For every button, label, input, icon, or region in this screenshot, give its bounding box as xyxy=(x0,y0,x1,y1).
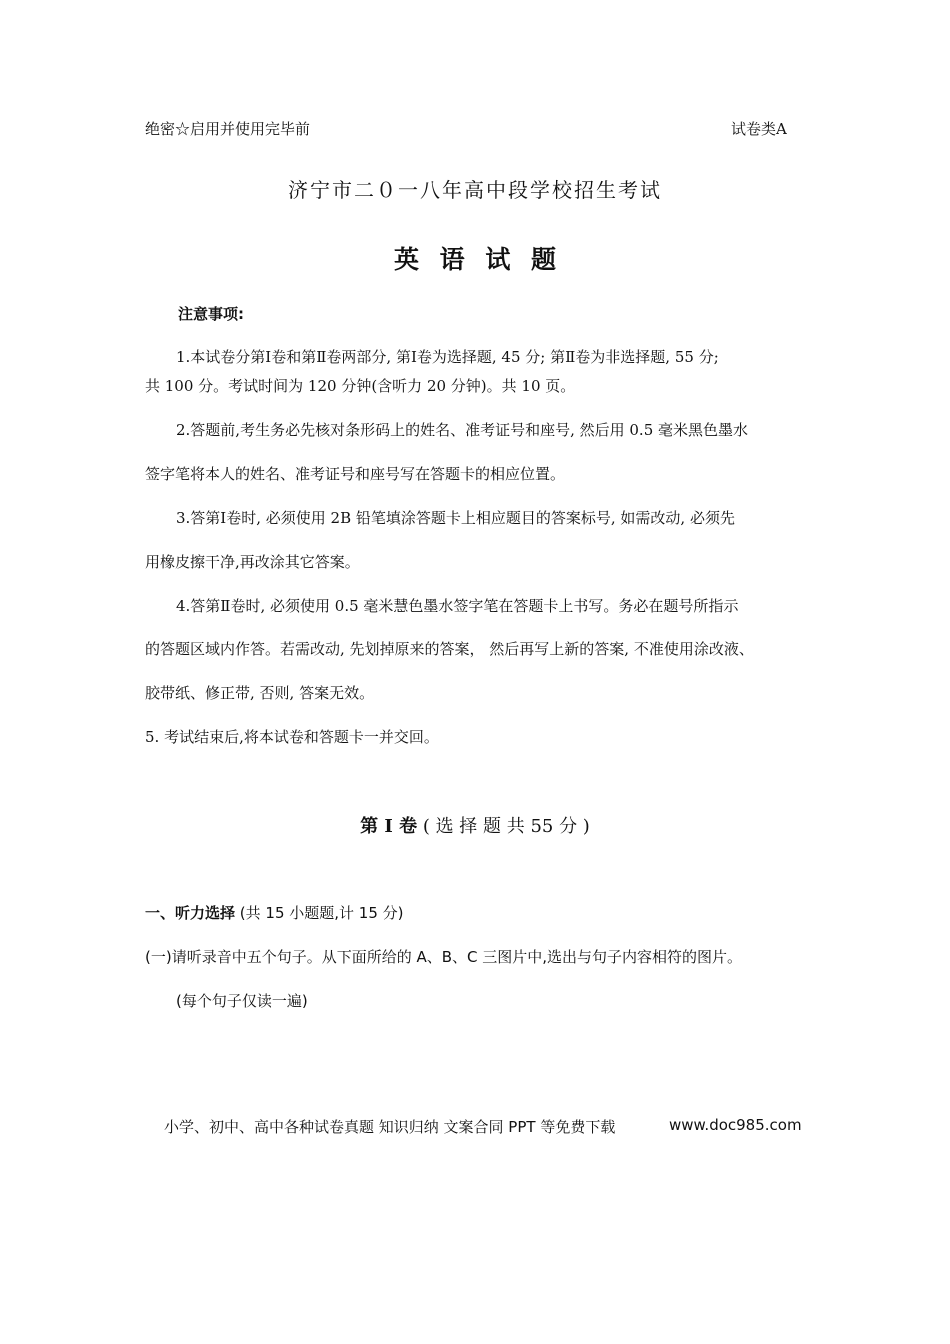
part1-title xyxy=(0,812,950,838)
notice-line: 4.答第Ⅱ卷时, 必须使用 0.5 毫米慧色墨水签字笔在答题卡上书写。务必在题号所指示 xyxy=(176,597,739,615)
notice-line: 用橡皮擦干净,再改涂其它答案。 xyxy=(145,553,360,571)
section1-note: (每个句子仅读一遍) xyxy=(176,992,308,1010)
part1-title-detail: ( 选 择 题 共 55 分 ) xyxy=(422,816,590,837)
footer-promo: 小学、初中、高中各种试卷真题 知识归纳 文案合同 PPT 等免费下载 xyxy=(164,1118,616,1136)
part1-title-main: 第 Ⅰ 卷 xyxy=(360,816,418,837)
notice-line: 共 100 分。考试时间为 120 分钟(含听力 20 分钟)。共 10 页。 xyxy=(145,377,576,395)
footer-site-link[interactable]: www.doc985.com xyxy=(669,1116,802,1134)
notice-line: 2.答题前,考生务必先核对条形码上的姓名、准考证号和座号, 然后用 0.5 毫米黑色墨水 xyxy=(176,421,749,439)
notice-line: 1.本试卷分第Ⅰ卷和第Ⅱ卷两部分, 第Ⅰ卷为选择题, 45 分; 第Ⅱ卷为非选择题, 55 分; xyxy=(176,348,719,366)
notice-heading: 注意事项: xyxy=(178,305,244,323)
section1-title-main: 一、听力选择 xyxy=(145,904,236,922)
notice-line: 胶带纸、修正带, 否则, 答案无效。 xyxy=(145,684,375,702)
section1-title-detail: (共 15 小题题,计 15 分) xyxy=(235,904,404,922)
exam-title: 济宁市二０一八年高中段学校招生考试 xyxy=(288,178,662,202)
notice-line: 5. 考试结束后,将本试卷和答题卡一并交回。 xyxy=(145,728,439,746)
section1-instruction: (一)请听录音中五个句子。从下面所给的 A、B、C 三图片中,选出与句子内容相符的图片。 xyxy=(145,948,743,966)
notice-line: 的答题区域内作答。若需改动, 先划掉原来的答案， 然后再写上新的答案, 不准使用涂改液、 xyxy=(145,640,754,658)
notice-line: 3.答第Ⅰ卷时, 必须使用 2B 铅笔填涂答题卡上相应题目的答案标号, 如需改动, 必须先 xyxy=(176,509,735,527)
paper-type-label: 试卷类A xyxy=(731,120,787,138)
notice-line: 签字笔将本人的姓名、准考证号和座号写在答题卡的相应位置。 xyxy=(145,465,566,483)
section1-title xyxy=(145,902,404,923)
confidential-label: 绝密☆启用并使用完毕前 xyxy=(145,120,311,138)
subject-title: 英 语 试 题 xyxy=(393,245,557,274)
